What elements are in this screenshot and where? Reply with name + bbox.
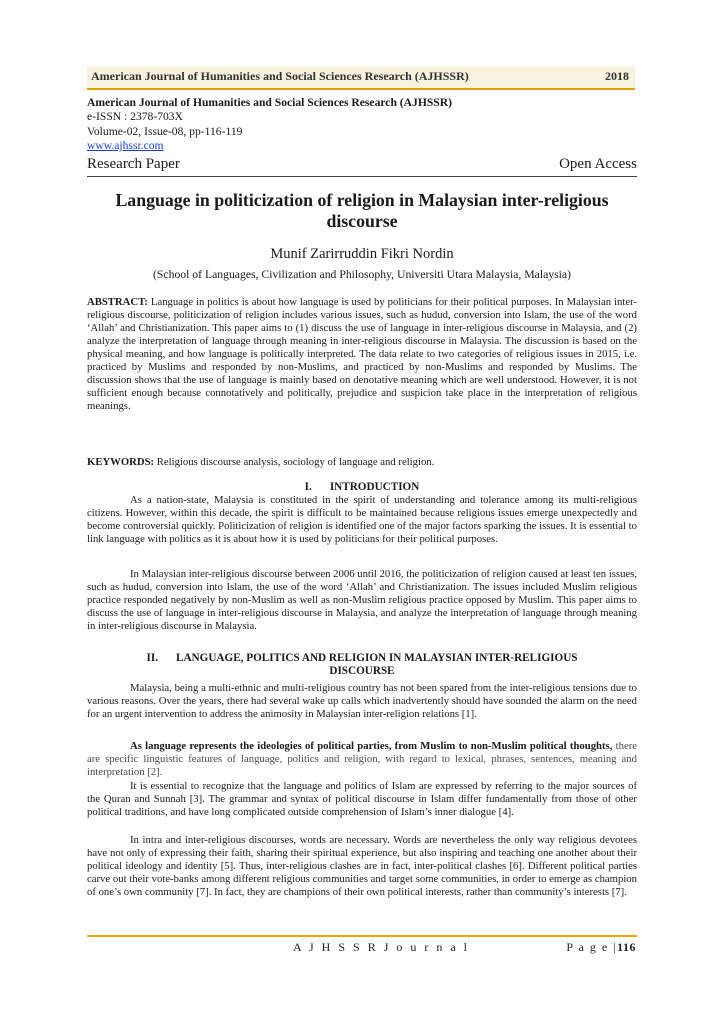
header-journal-name: American Journal of Humanities and Social Sciences Research (AJHSSR) xyxy=(91,69,469,83)
section-title-line-1: LANGUAGE, POLITICS AND RELIGION IN MALAYSIAN INTER-RELIGIOUS xyxy=(176,652,578,664)
section-number: I. xyxy=(304,481,312,493)
paper-title xyxy=(87,190,637,232)
section2-paragraph-2 xyxy=(87,740,637,779)
section2-paragraph-2-bold: As language represents the ideologies of political parties, from Muslim to non-Muslim political thoughts, xyxy=(130,740,613,752)
section-number: II. xyxy=(146,652,159,664)
keywords-text: Religious discourse analysis, sociology of language and religion. xyxy=(154,456,435,468)
abstract xyxy=(87,296,637,413)
intro-paragraph-2: In Malaysian inter-religious discourse between 2006 until 2016, the politicization of religion caused at least ten issues, such as hudud, conversion into Islam, the use of the word ‘Allah’ and Christianization. The issues included Muslim religious practice responded negatively by non-Muslim as well as non-Muslim religious practice opposed by Muslim. This paper aims to discuss the use of language in inter-religious discourse in Malaysia, and analyze the interpretation of language through meaning in inter-religious discourse in Malaysia. xyxy=(87,568,637,632)
journal-website-link[interactable]: www.ajhssr.com xyxy=(87,138,164,152)
section2-paragraph-3: It is essential to recognize that the language and politics of Islam are expressed by referring to the major sources of the Quran and Sunnah [3]. The grammar and syntax of political discourse in Islam differ fundamentally from those of other political traditions, and have long complicated outside comprehension of Islam’s inner dialogue [4]. xyxy=(87,780,637,818)
footer-page xyxy=(566,940,636,955)
paper-type-label: Research Paper xyxy=(87,156,180,172)
author-name: Munif Zarirruddin Fikri Nordin xyxy=(270,246,454,262)
paper-type-bar xyxy=(87,156,637,177)
section-title: INTRODUCTION xyxy=(329,481,420,493)
abstract-label: ABSTRACT: xyxy=(87,296,148,308)
meta-volume: Volume-02, Issue-08, pp-116-119 xyxy=(87,124,243,138)
section2-paragraph-4: In intra and inter-religious discourses, words are necessary. Words are nevertheless the only way religious devotees have not only of expressing their faith, sharing their spiritual experience, but also inspiring and teaching one another about their political ideology and identity [5]. Thus, inter-religious clashes are in fact, inter-political clashes [6]. Different political parties carve out their vote-banks among different religious communities and target some communities, in order to emerge as champion of one’s own community [7]. In fact, they are champions of their own political interests, rather than community’s interests [7]. xyxy=(87,834,637,898)
meta-journal-title: American Journal of Humanities and Social Sciences Research (AJHSSR) xyxy=(87,96,452,109)
header-year: 2018 xyxy=(605,69,629,83)
section-heading-language-politics xyxy=(87,652,637,677)
abstract-text: Language in politics is about how language is used by politicians for their political purposes. In Malaysian inter-religious discourse, politicization of religion includes various issues, such as hudud, conversion into Islam, the use of the word ‘Allah’ and Christianization. This paper aims to (1) discuss the use of language in inter-religious discourse in Malaysia, and (2) analyze the interpretation of language through meaning in inter-religious discourse in Malaysia. The discussion is based on the physical meaning, and how language is politically interpreted. The data relate to two categories of religious issues in 2015, i.e. practiced by Muslims and responded by non-Muslims, and practiced by non-Muslims and responded by Muslims. The discussion shows that the use of language is mainly based on denotative meaning which are well understood. However, it is not sufficient enough because connotatively and politically, prejudice and suspicion take place in the interpretation of religious meanings. xyxy=(87,296,637,412)
footer-page-label: P a g e | xyxy=(566,940,618,954)
keywords-label: KEYWORDS: xyxy=(87,456,155,468)
section2-paragraph-1: Malaysia, being a multi-ethnic and multi-religious country has not been spared from the inter-religious tensions due to various reasons. Over the years, there had several wake up calls which inadvertently should have sounded the alarm on the need for an urgent intervention to address the animosity in Malaysian inter-religion relations [1]. xyxy=(87,682,637,720)
section2-paragraph-2-rest: there are specific linguistic features of language, politics and religion, with regard to lexical, phrases, sentences, meaning and interpretation [2]. xyxy=(87,740,638,778)
intro-paragraph-1: As a nation-state, Malaysia is constituted in the spirit of understanding and tolerance among its multi-religious citizens. However, within this decade, the spirit is difficult to be maintained because religious issues emerge unexpectedly and become controversial quickly. Politicization of religion is identified one of the major factors sparking the issues. It is essential to link language with politics as it is about how it is used by politicians for their political purposes. xyxy=(87,494,637,545)
paper-title-line-1: Language in politicization of religion in Malaysian inter-religious xyxy=(115,190,609,210)
section-heading-introduction xyxy=(87,481,637,494)
section-title-line-2: DISCOURSE xyxy=(329,664,395,677)
keywords xyxy=(87,456,637,469)
footer-page-number: 116 xyxy=(617,940,636,954)
journal-meta xyxy=(87,96,637,153)
author-affiliation: (School of Languages, Civilization and Philosophy, Universiti Utara Malaysia, Malaysia) xyxy=(153,268,571,281)
meta-issn: e-ISSN : 2378-703X xyxy=(87,110,183,124)
access-type-label: Open Access xyxy=(559,156,637,172)
footer-divider xyxy=(87,935,637,937)
footer-journal: A J H S S R J o u r n a l xyxy=(293,940,470,954)
paper-title-line-2: discourse xyxy=(326,211,398,231)
running-header xyxy=(87,66,635,90)
